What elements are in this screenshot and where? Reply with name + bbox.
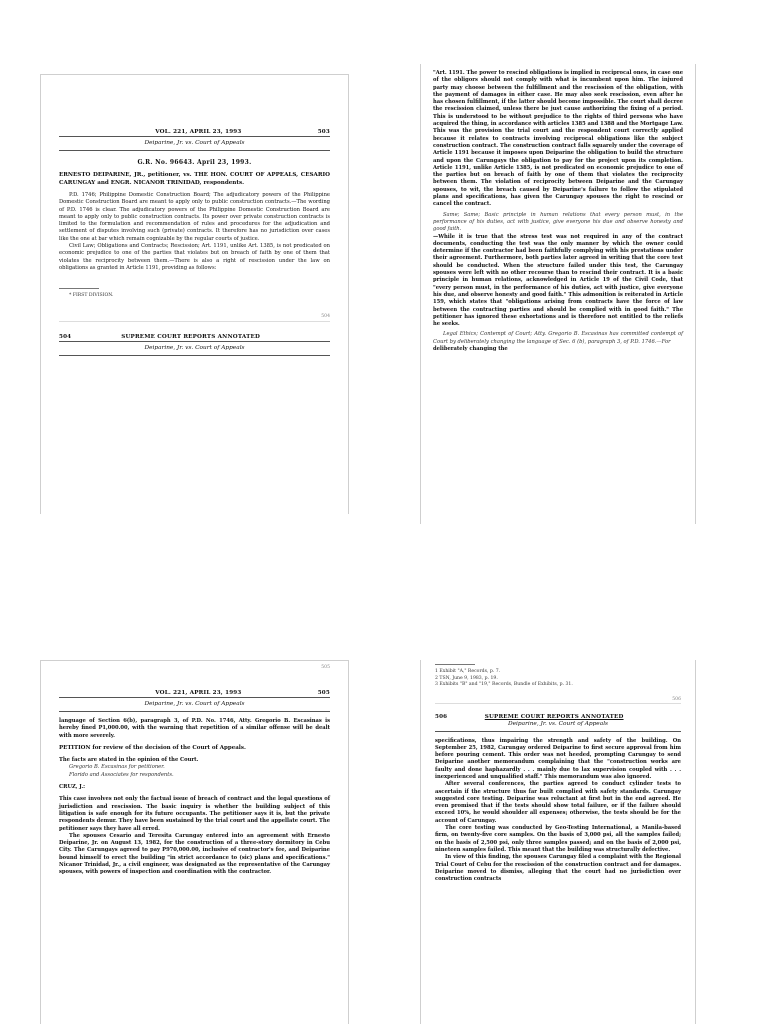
header-page-number: 503: [317, 129, 330, 135]
parties: ERNESTO DEIPARINE, JR., petitioner, vs. THE HON. COURT OF APPEALS, CESARIO CARUNGAY and ENGR. NICANOR TRINIDAD, respondents.: [59, 172, 330, 186]
header-volume: VOL. 221, APRIL 23, 1993: [155, 129, 242, 135]
header-reporter: SUPREME COURT REPORTS ANNOTATED: [121, 333, 261, 340]
syllabus-4: Legal Ethics; Contempt of Court; Atty. Gregorio B. Escasinas has committed contempt of Court by deliberately changing the language of Sec. 6 (b), paragraph 3, of P.D. 1746.—For: [433, 331, 683, 345]
page-break-rule: [59, 321, 330, 322]
continued-text: deliberately changing the: [433, 345, 508, 352]
conferences-text: After several conferences, the parties agreed to conduct cylinder tests to ascertain if the structure thus far built complied with safety standards. Carungay suggested core testing. Deiparine was reluctant at first but in the end agreed. He even promised that if the tests should show total failure, or if the failure should exceed 10%, he would shoulder all expenses; otherwise, the tests should be for the account of Carungay.: [435, 781, 681, 824]
footnote-1: 1 Exhibit "A," Records, p. 7.: [435, 669, 501, 674]
gr-number: G.R. No. 96643. April 23, 1993.: [137, 159, 252, 166]
core-testing-text: The core testing was conducted by Geo-Testing International, a Manila-based firm, on twenty-five core samples. On the basis of 3,000 psi, all the samples failed; on the basis of 2,500 psi, only three samples passed; and on the basis of 2,000 psi, nineteen samples failed. This meant that the building was structurally defective.: [435, 825, 681, 853]
syllabus-2: Civil Law; Obligations and Contracts; Rescission; Art. 1191, unlike Art. 1385, is not predicated on economic prejudice to one of the parties that violates but on breach of faith by one of them that violates the reciprocity between them.—There is also a right of rescission under the law on obligations as granted in Article 1191, providing as follows:: [59, 243, 330, 271]
header-rule: [435, 731, 681, 732]
page-marker: 506: [672, 696, 681, 702]
specs-text: specifications, thus impairing the strength and safety of the building. On September 25, 1982, Carungay ordered Deiparine to first secure approval from him before pouring cement. This order was not heeded, prompting Carungay to send Deiparine another memorandum complaining that the "construction works are faulty and done haphazardly . . . mainly due to lax supervision coupled with . . . inexperienced and unqualified staff." This memorandum was also ignored.: [435, 737, 681, 780]
page-503-content: [59, 129, 330, 357]
case-title-header: Deiparine, Jr. vs. Court of Appeals: [144, 140, 245, 146]
page-505: [40, 660, 349, 1024]
running-header: [435, 714, 681, 720]
running-header-next: [59, 334, 330, 340]
case-title-header: Deiparine, Jr. vs. Court of Appeals: [144, 344, 245, 351]
article-1191-text: "Art. 1191. The power to rescind obligations is implied in reciprocal ones, in case one of the obligors should not comply with what is incumbent upon him. The injured party may choose between the fulfillment and the rescission of the obligation, with the payment of damages in either case. He may also seek rescission, even after he has chosen fulfillment, if the latter should become impossible. The court shall decree the rescission claimed, unless there be just cause authorizing the fixing of a period. This is understood to be without prejudice to the rights of third persons who have acquired the thing, in accordance with articles 1385 and 1388 and the Mortgage Law. This was the provision the trial court and the respondent court correctly applied because it relates to contracts involving reciprocal obligations like the subject construction contract. The construction contract falls squarely under the coverage of Article 1191 because it imposes upon Deiparine the obligation to build the structure and upon the Carungays the obligation to pay for the project upon its completion. Article 1191, unlike Article 1385, is not predicated on economic prejudice to one of the parties but on breach of faith by one of them that violates the reciprocity between them. The violation of reciprocity between Deiparine and the Carungay spouses, to wit, the breach caused by Deiparine's failure to follow the stipulated plans and specifications, has given the Carungay spouses the right to rescind or cancel the contract.: [433, 70, 683, 208]
page-506: [420, 660, 696, 1024]
header-page-number: 504: [59, 333, 72, 340]
footnote-rule: [59, 288, 99, 289]
opinion-facts: The spouses Cesario and Teresita Carungay entered into an agreement with Ernesto Deiparine, Jr. on August 13, 1982, for the construction of a three-story dormitory in Cebu City. The Carungays agreed to pay P970,000.00, inclusive of contractor's fee, and Deiparine bound himself to erect the building "in strict accordance to (sic) plans and specifications." Nicanor Trinidad, Jr., a civil engineer, was designated as the representative of the Carungay spouses, with powers of inspection and coordination with the contractor.: [59, 832, 330, 876]
footnote-division: * FIRST DIVISION.: [69, 293, 114, 299]
header-rule: [59, 150, 330, 151]
page-504-content: [433, 70, 683, 353]
header-reporter: SUPREME COURT REPORTS ANNOTATED: [484, 713, 624, 720]
header-page-number: 505: [317, 690, 330, 696]
header-rule: [59, 355, 330, 356]
header-rule: [59, 697, 330, 698]
opinion-intro: This case involves not only the factual issue of breach of contract and the legal questions of jurisdiction and rescission. The basic inquiry is whether the building subject of this litigation is safe enough for its future occupants. The petitioner says it is, but the private respondents demur. They have been sustained by the trial court and the appellate court. The petitioner says they have all erred.: [59, 796, 330, 832]
contempt-text: language of Section 6(b), paragraph 3, of P.D. No. 1746, Atty. Gregorio B. Escasinas is hereby fined P1,000.00, with the warning that repetition of a similar offense will be dealt with more severely.: [59, 718, 330, 739]
footnote-3: 3 Exhibits "B" and "19," Records, Bundle of Exhibits, p. 31.: [435, 682, 573, 687]
page-503: [40, 74, 349, 514]
footnote-2: 2 TSN, June 9, 1983, p. 19.: [435, 675, 498, 681]
syllabus-3: Same; Same; Basic principle in human relations that every person must, in the performance of his duties, act with justice, give everyone his due and observe honesty and good faith.: [433, 211, 683, 233]
facts-line: The facts are stated in the opinion of the Court.: [59, 757, 199, 764]
page-marker: 505: [321, 665, 330, 670]
running-header: [59, 129, 330, 135]
footnote-rule: [435, 664, 475, 665]
header-rule: [59, 711, 330, 712]
complaint-text: In view of this finding, the spouses Carungay filed a complaint with the Regional Trial Court of Cebu for the rescission of the construction contract and for damages. Deiparine moved to dismiss, alleging that the court had no jurisdiction over construction contracts: [435, 854, 681, 883]
petition-line: PETITION for review of the decision of the Court of Appeals.: [59, 744, 246, 751]
case-title-header: Deiparine, Jr. vs. Court of Appeals: [144, 701, 245, 707]
header-rule: [59, 136, 330, 137]
page-505-content: [59, 665, 330, 877]
page-506-content: [435, 664, 681, 883]
counsel-petitioner: Gregorio B. Escasinas for petitioner.: [69, 764, 165, 771]
header-volume: VOL. 221, APRIL 23, 1993: [155, 690, 242, 696]
page-break-rule: [435, 703, 681, 704]
page-marker: 504: [321, 313, 330, 319]
page-504-continued: [420, 64, 696, 524]
header-page-number: 506: [435, 713, 448, 720]
header-rule: [59, 341, 330, 342]
stress-test-text: —While it is true that the stress test was not required in any of the contract documents, conducting the test was the only manner by which the owner could determine if the contractor had been faithfully complying with his prestations under their agreement. Furthermore, both parties later agreed in writing that the core test should be conducted. When the structure failed under this test, the Carungay spouses were left with no other recourse than to rescind their contract. It is a basic principle in human relations, acknowledged in Article 19 of the Civil Code, that "every person must, in the performance of his duties, act with justice, give everyone his due, and observe honesty and good faith." This admonition is reiterated in Article 159, which states that "obligations arising from contracts have the force of law between the contracting parties and should be complied with in good faith." The petitioner has ignored these exhortations and is therefore not entitled to the reliefs he seeks.: [433, 233, 683, 328]
syllabus-1: P.D. 1746; Philippine Domestic Construction Board; The adjudicatory powers of the Philippine Domestic Construction Board are meant to apply only to public construction contracts.—The wording of P.D. 1746 is clear. The adjudicatory powers of the Philippine Domestic Construction Board are meant to apply only to public construction contracts. Its power over private construction contracts is limited to the formulation and recommendation of rules and procedures for the adjudication and settlement of disputes involving such (private) contracts. It therefore has no jurisdiction over cases like the one at bar which remain cognizable by the regular courts of justice.: [59, 192, 330, 242]
running-header: [59, 690, 330, 696]
ponente: CRUZ, J.:: [59, 784, 86, 791]
case-title-header: Deiparine, Jr. vs. Court of Appeals: [507, 720, 609, 727]
counsel-respondents: Florido and Associates for respondents.: [69, 771, 174, 778]
